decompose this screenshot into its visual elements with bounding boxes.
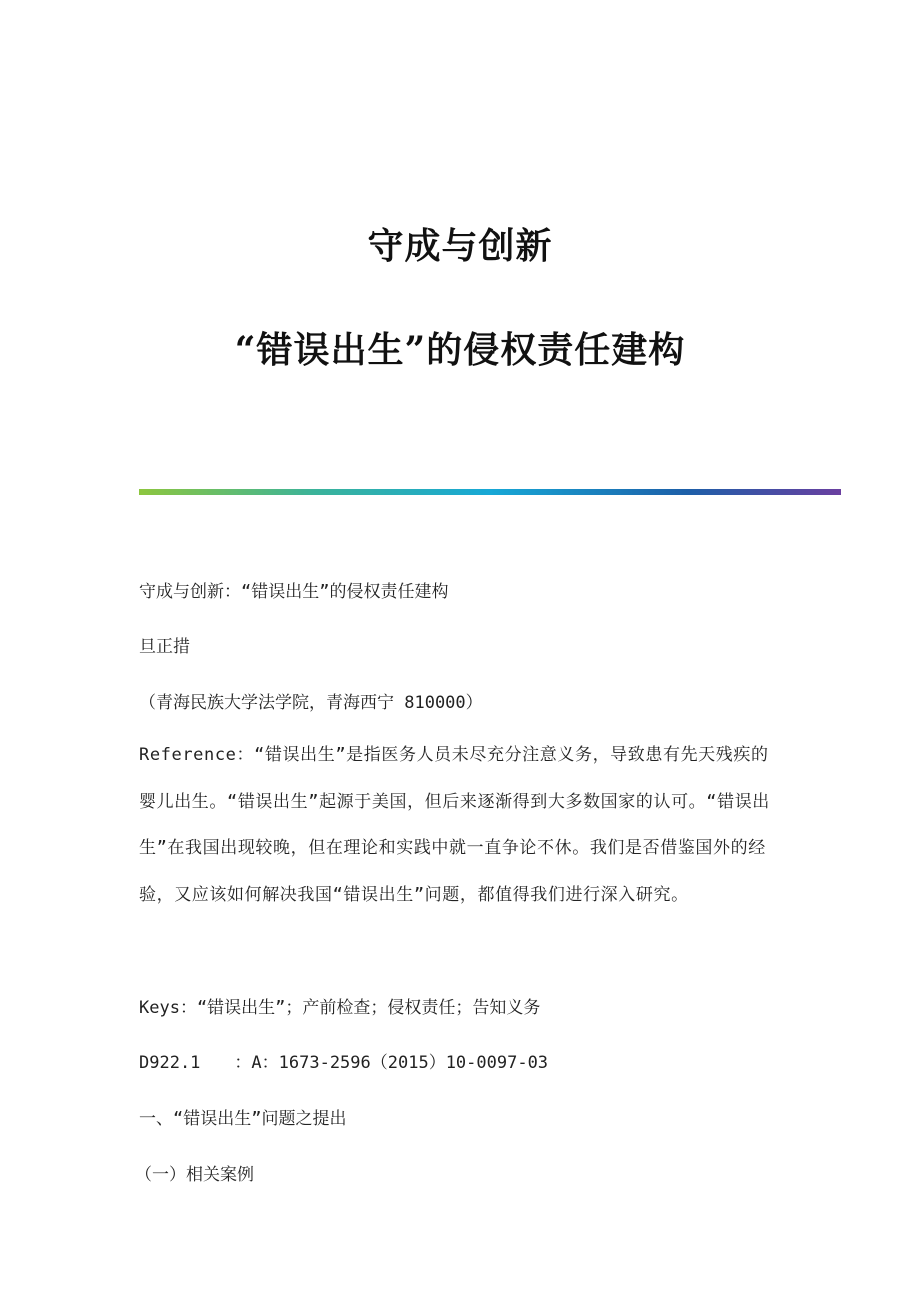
classification-line: D922.1 ：A：1673-2596（2015）10-0097-03	[139, 1053, 549, 1073]
document-title: 守成与创新	[367, 225, 553, 267]
author-affiliation: （青海民族大学法学院，青海西宁 810000）	[139, 693, 483, 713]
author-name: 旦正措	[139, 637, 190, 657]
abstract-paragraph: Reference：“错误出生”是指医务人员未尽充分注意义务，导致患有先天残疾的婴儿出生。“错误出生”起源于美国，但后来逐渐得到大多数国家的认可。“错误出生”在我国出现较晚，但在理论和实践中就一直争论不休。我们是否借鉴国外的经验，又应该如何解决我国“错误出生”问题，都值得我们进行深入研究。	[139, 745, 770, 905]
running-title: 守成与创新：“错误出生”的侵权责任建构	[139, 582, 449, 602]
section-heading: 一、“错误出生”问题之提出	[139, 1109, 347, 1129]
document-subtitle: “错误出生”的侵权责任建构	[234, 329, 686, 371]
decorative-gradient-divider	[139, 489, 841, 495]
keywords-line: Keys：“错误出生”；产前检查；侵权责任；告知义务	[139, 998, 541, 1018]
subsection-heading: （一）相关案例	[135, 1165, 254, 1185]
